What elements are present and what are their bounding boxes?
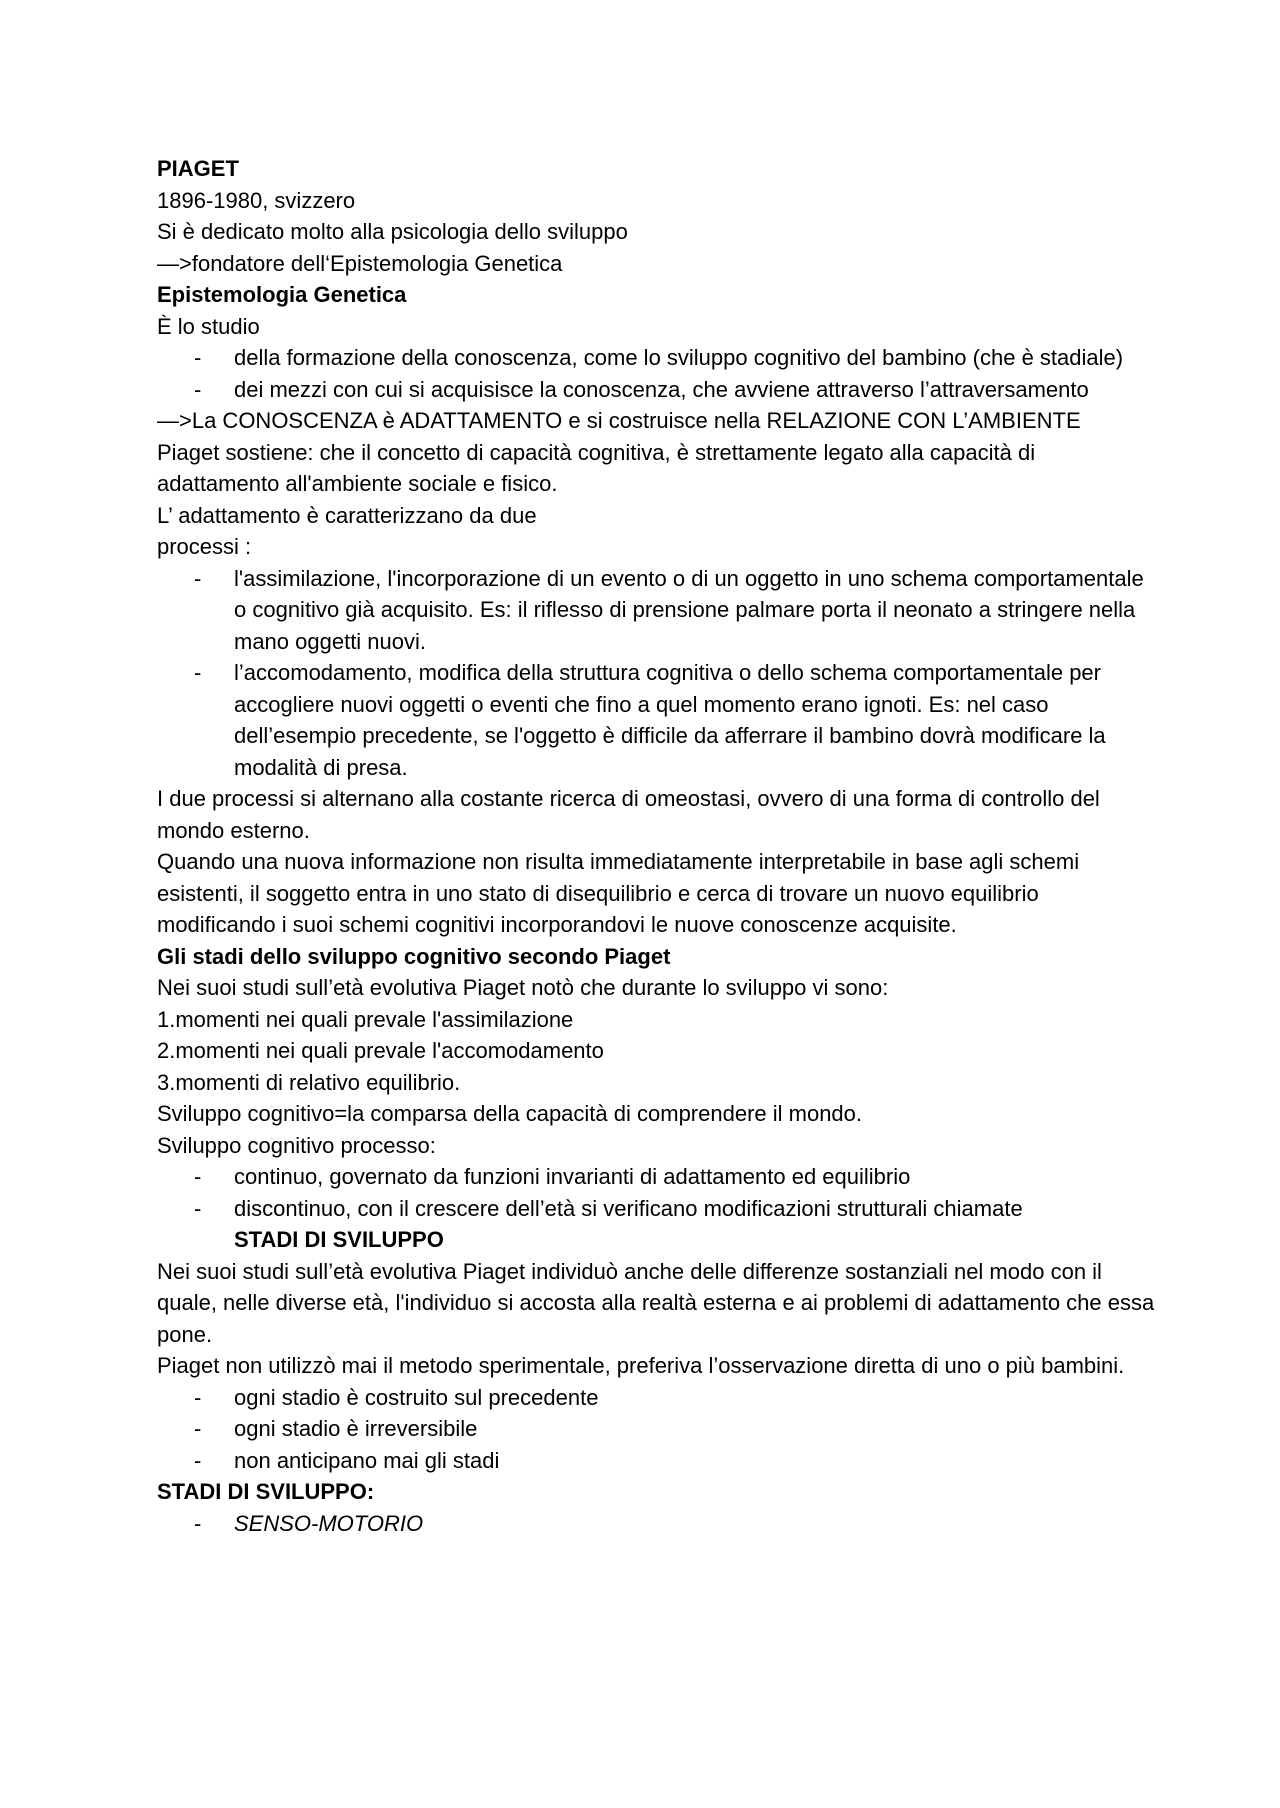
heading-stadi: Gli stadi dello sviluppo cognitivo secondo Piaget: [157, 943, 671, 969]
bullet-text: l'assimilazione, l'incorporazione di un evento o di un oggetto in uno schema comportamentale o cognitivo già acquisito. Es: il riflesso di prensione palmare porta il neonato a stringere nella mano oggetti nuovi.: [234, 565, 1144, 654]
paragraph-dates: 1896-1980, svizzero: [157, 187, 356, 213]
paragraph-intro: Si è dedicato molto alla psicologia dello sviluppo: [157, 219, 628, 244]
bullet-text: ogni stadio è irreversibile: [234, 1416, 478, 1441]
bullet-item: [157, 563, 1157, 658]
numbered-item: 1.momenti nei quali prevale l'assimilazione: [157, 1006, 574, 1032]
paragraph-disequilibrio: Quando una nuova informazione non risulta immediatamente interpretabile in base agli schemi esistenti, il soggetto entra in uno stato di disequilibrio e cerca di trovare un nuovo equilibrio modificando i suoi schemi cognitivi incorporandovi le nuove conoscenze acquisite.: [157, 849, 1086, 937]
bullet-text: SENSO-MOTORIO: [234, 1510, 424, 1536]
bullet-dash: -: [194, 1510, 202, 1536]
bullet-item: [157, 1445, 1157, 1477]
bullet-bold-text: STADI DI SVILUPPO: [234, 1227, 444, 1252]
paragraph-eta-evolutiva: Nei suoi studi sull’età evolutiva Piaget notò che durante lo sviluppo vi sono:: [157, 975, 889, 1000]
bullet-dash: -: [194, 345, 202, 370]
bullet-item: [157, 374, 1157, 406]
bullet-text: l’accomodamento, modifica della struttura cognitiva o dello schema comportamentale per accogliere nuovi oggetti o eventi che fino a quel momento erano ignoti. Es: nel caso dell’esempio precedente, se l'oggetto è difficile da afferrare il bambino dovrà modificare la modalità di presa.: [234, 660, 1106, 780]
numbered-item: 2.momenti nei quali prevale l'accomodamento: [157, 1038, 604, 1063]
bullet-dash: -: [194, 660, 202, 685]
paragraph-processi: processi :: [157, 534, 252, 559]
bullet-text: continuo, governato da funzioni invarianti di adattamento ed equilibrio: [234, 1164, 911, 1189]
numbered-item: 3.momenti di relativo equilibrio.: [157, 1069, 461, 1095]
paragraph-piaget-sostiene: Piaget sostiene: che il concetto di capacità cognitiva, è strettamente legato alla capacità di adattamento all'ambiente sociale e fisico.: [157, 439, 1042, 496]
paragraph-conoscenza: —>La CONOSCENZA è ADATTAMENTO e si costruisce nella RELAZIONE CON L’AMBIENTE: [157, 408, 1081, 433]
paragraph-founder: —>fondatore dell‘Epistemologia Genetica: [157, 250, 563, 276]
bullet-text: non anticipano mai gli stadi: [234, 1447, 500, 1473]
bullet-dash: -: [194, 1384, 202, 1410]
bullet-dash: -: [194, 376, 202, 402]
paragraph-differenze: Nei suoi studi sull’età evolutiva Piaget individuò anche delle differenze sostanziali nel modo con il quale, nelle diverse età, l'individuo si accosta alla realtà esterna e ai problemi di adattamento che essa pone.: [157, 1258, 1161, 1347]
document-page: [157, 153, 1161, 1539]
document-title: PIAGET: [157, 156, 239, 181]
bullet-dash: -: [194, 1164, 202, 1189]
bullet-item: [157, 657, 1157, 783]
bullet-item: [157, 342, 1157, 374]
bullet-item: [157, 1508, 1157, 1540]
bullet-dash: -: [194, 1195, 202, 1221]
bullet-dash: -: [194, 1447, 202, 1473]
bullet-item: [157, 1193, 1157, 1256]
bullet-item: [157, 1382, 1157, 1414]
bullet-text: ogni stadio è costruito sul precedente: [234, 1384, 599, 1410]
bullet-item: [157, 1413, 1157, 1445]
bullet-text: della formazione della conoscenza, come lo sviluppo cognitivo del bambino (che è stadiale): [234, 345, 1124, 370]
bullet-item: [157, 1161, 1157, 1193]
heading-epistemologia: Epistemologia Genetica: [157, 282, 407, 307]
paragraph-processo: Sviluppo cognitivo processo:: [157, 1132, 436, 1158]
bullet-text: discontinuo, con il crescere dell’età si verificano modificazioni strutturali chiamate: [234, 1195, 1023, 1221]
bullet-dash: -: [194, 1416, 202, 1441]
paragraph-studio: È lo studio: [157, 313, 260, 339]
heading-stadi-sviluppo: STADI DI SVILUPPO:: [157, 1479, 375, 1504]
bullet-text: dei mezzi con cui si acquisisce la conoscenza, che avviene attraverso l’attraversamento: [234, 376, 1089, 402]
paragraph-omeostasi: I due processi si alternano alla costante ricerca di omeostasi, ovvero di una forma di controllo del mondo esterno.: [157, 786, 1106, 843]
paragraph-definizione: Sviluppo cognitivo=la comparsa della capacità di comprendere il mondo.: [157, 1101, 863, 1126]
paragraph-metodo: Piaget non utilizzò mai il metodo sperimentale, preferiva l’osservazione diretta di uno o più bambini.: [157, 1353, 1125, 1378]
paragraph-adattamento: L’ adattamento è caratterizzano da due: [157, 502, 537, 528]
bullet-dash: -: [194, 565, 202, 591]
